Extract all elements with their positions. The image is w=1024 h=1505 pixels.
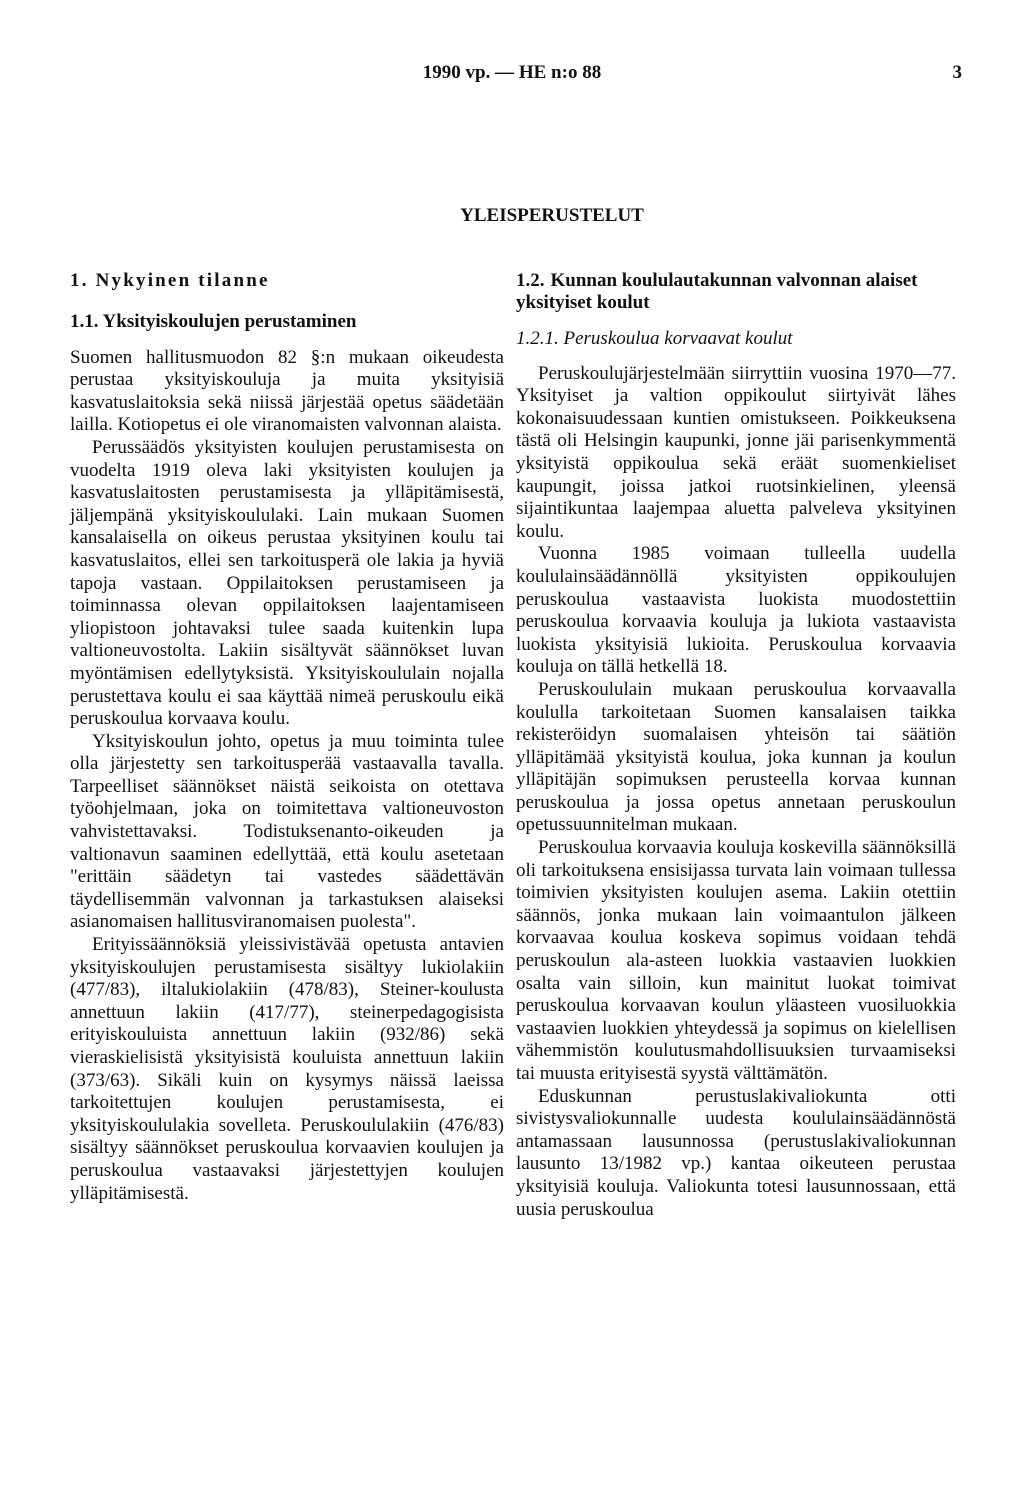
- left-column: [70, 270, 504, 1205]
- heading-text: Kunnan koululautakunnan valvonnan alaiset yksityiset koulut: [516, 270, 918, 313]
- heading-number: 1.2.: [516, 270, 545, 291]
- section-title: YLEISPERUSTELUT: [460, 205, 644, 226]
- heading-yksityiskoulujen-perustaminen: 1.1. Yksityiskoulujen perustaminen: [70, 310, 357, 332]
- paragraph: Peruskoulujärjestelmään siirryttiin vuosina 1970—77. Yksityiset ja valtion oppikoulut siirtyivät lähes kokonaisuudessaan kuntien omistukseen. Poikkeuksena tästä oli Helsingin kaupunki, jonne jäi parisenkymmentä yksityistä oppikoulua sekä eräät suomenkieliset kaupungit, joissa jatkoi ruotsinkielinen, yleensä sijaintikuntaa laajempaa aluetta palveleva yksityinen koulu.: [516, 362, 956, 542]
- subheading-peruskoulua-korvaavat: 1.2.1. Peruskoulua korvaavat koulut: [516, 328, 793, 349]
- paragraph: Perussäädös yksityisten koulujen perustamisesta on vuodelta 1919 oleva laki yksityisten koulujen ja kasvatuslaitosten perustamisesta ja ylläpitämisestä, jäljempänä yksityiskoululaki. Lain mukaan Suomen kansalaisella on oikeus perustaa yksityinen koulu tai kasvatuslaitos, ellei sen tarkoitusperä ole lakia ja hyviä tapoja vastaan. Oppilaitoksen perustamiseen ja toiminnassa olevan oppilaitoksen laajentamiseen yliopistoon johtavaksi tulee saada kuitenkin lupa valtioneuvostolta. Lakiin sisältyvät säännökset luvan myöntämisen edellytyksistä. Yksityiskoululain nojalla perustettava koulu ei saa käyttää nimeä peruskoulu eikä peruskoulua korvaava koulu.: [70, 436, 504, 730]
- paragraph: Peruskoululain mukaan peruskoulua korvaavalla koululla tarkoitetaan Suomen kansalaisen taikka rekisteröidyn suomalaisen yhteisön tai säätiön ylläpitämää yksityistä koulua, joka kunnan ja koulun ylläpitäjän sopimuksen perusteella korvaa kunnan peruskoulua ja jossa opetus annetaan peruskoulun opetussuunnitelman mukaan.: [516, 678, 956, 836]
- page-number: 3: [952, 62, 962, 83]
- document-reference: 1990 vp. — HE n:o 88: [422, 62, 602, 83]
- paragraph: Erityissäännöksiä yleissivistävää opetusta antavien yksityiskoulujen perustamisesta sisältyy lukiolakiin (477/83), iltalukiolakiin (478/83), Steiner-koulusta annettuun lakiin (417/77), steinerpedagogisista erityiskouluista annettuun lakiin (932/86) sekä vieraskielisistä yksityisistä kouluista annettuun lakiin (373/63). Sikäli kuin on kysymys näissä laeissa tarkoitettujen koulujen perustamisesta, ei yksityiskoululakia sovelleta. Peruskoululakiin (476/83) sisältyy säännökset peruskoulua korvaavien koulujen ja peruskoulua vastaavaksi järjestettyjen koulujen ylläpitämisestä.: [70, 934, 504, 1204]
- paragraph: Peruskoulua korvaavia kouluja koskevilla säännöksillä oli tarkoituksena ensisijassa turvata lain voimaan tullessa toimivien yksityisten koulujen asema. Lakiin otettiin säännös, jonka mukaan lain voimaantulon jälkeen korvaavaa koulua koskeva sopimus voidaan tehdä peruskoulun ala-asteen luokkia vastaavien luokkien osalta vain silloin, kun mainitut luokat toimivat peruskoulua korvaavan koulun yläasteen vuosiluokkia vastaavien luokkien yhteydessä ja sopimus on kielellisen vähemmistön koulutusmahdollisuuksien turvaamiseksi tai muusta erityisestä syystä välttämätön.: [516, 837, 956, 1084]
- heading-nykyinen-tilanne: 1. Nykyinen tilanne: [70, 270, 270, 291]
- page-header: [0, 62, 1024, 92]
- paragraph: Eduskunnan perustuslakivaliokunta otti sivistysvaliokunnalle uudesta koululainsäädännöstä antamassaan lausunnossa (perustuslakivaliokunnan lausunto 13/1982 vp.) kantaa oikeuteen perustaa yksityisiä kouluja. Valiokunta totesi lausunnossaan, että uusia peruskoulua: [516, 1085, 956, 1220]
- heading-koululautakunnan-valvonta: [516, 270, 956, 314]
- paragraph: Suomen hallitusmuodon 82 §:n mukaan oikeudesta perustaa yksityiskouluja ja muita yksityisiä kasvatuslaitoksia sekä niissä järjestää opetus säädetään lailla. Kotiopetus ei ole viranomaisten valvonnan alaista.: [70, 346, 504, 436]
- right-column: [516, 270, 956, 1221]
- paragraph: Vuonna 1985 voimaan tulleella uudella koululainsäädännöllä yksityisten oppikoulujen peruskoulua vastaavista luokista muodostettiin peruskoulua korvaavia kouluja ja lukiota vastaavista luokista yksityisiä lukioita. Peruskoulua korvaavia kouluja on tällä hetkellä 18.: [516, 543, 956, 678]
- paragraph: Yksityiskoulun johto, opetus ja muu toiminta tulee olla järjestetty sen tarkoitusperää vastaavalla tavalla. Tarpeelliset säännökset näistä seikoista on otettava työohjelmaan, joka on toimitettava valtioneuvoston vahvistettavaksi. Todistuksenanto-oikeuden ja valtionavun saaminen edellyttää, että koulu asetetaan "erittäin säädetyn tai vastedes säädettävän täydellisemmän valvonnan ja tarkastuksen alaiseksi asianomaisen hallitusviranomaisen puolesta".: [70, 730, 504, 933]
